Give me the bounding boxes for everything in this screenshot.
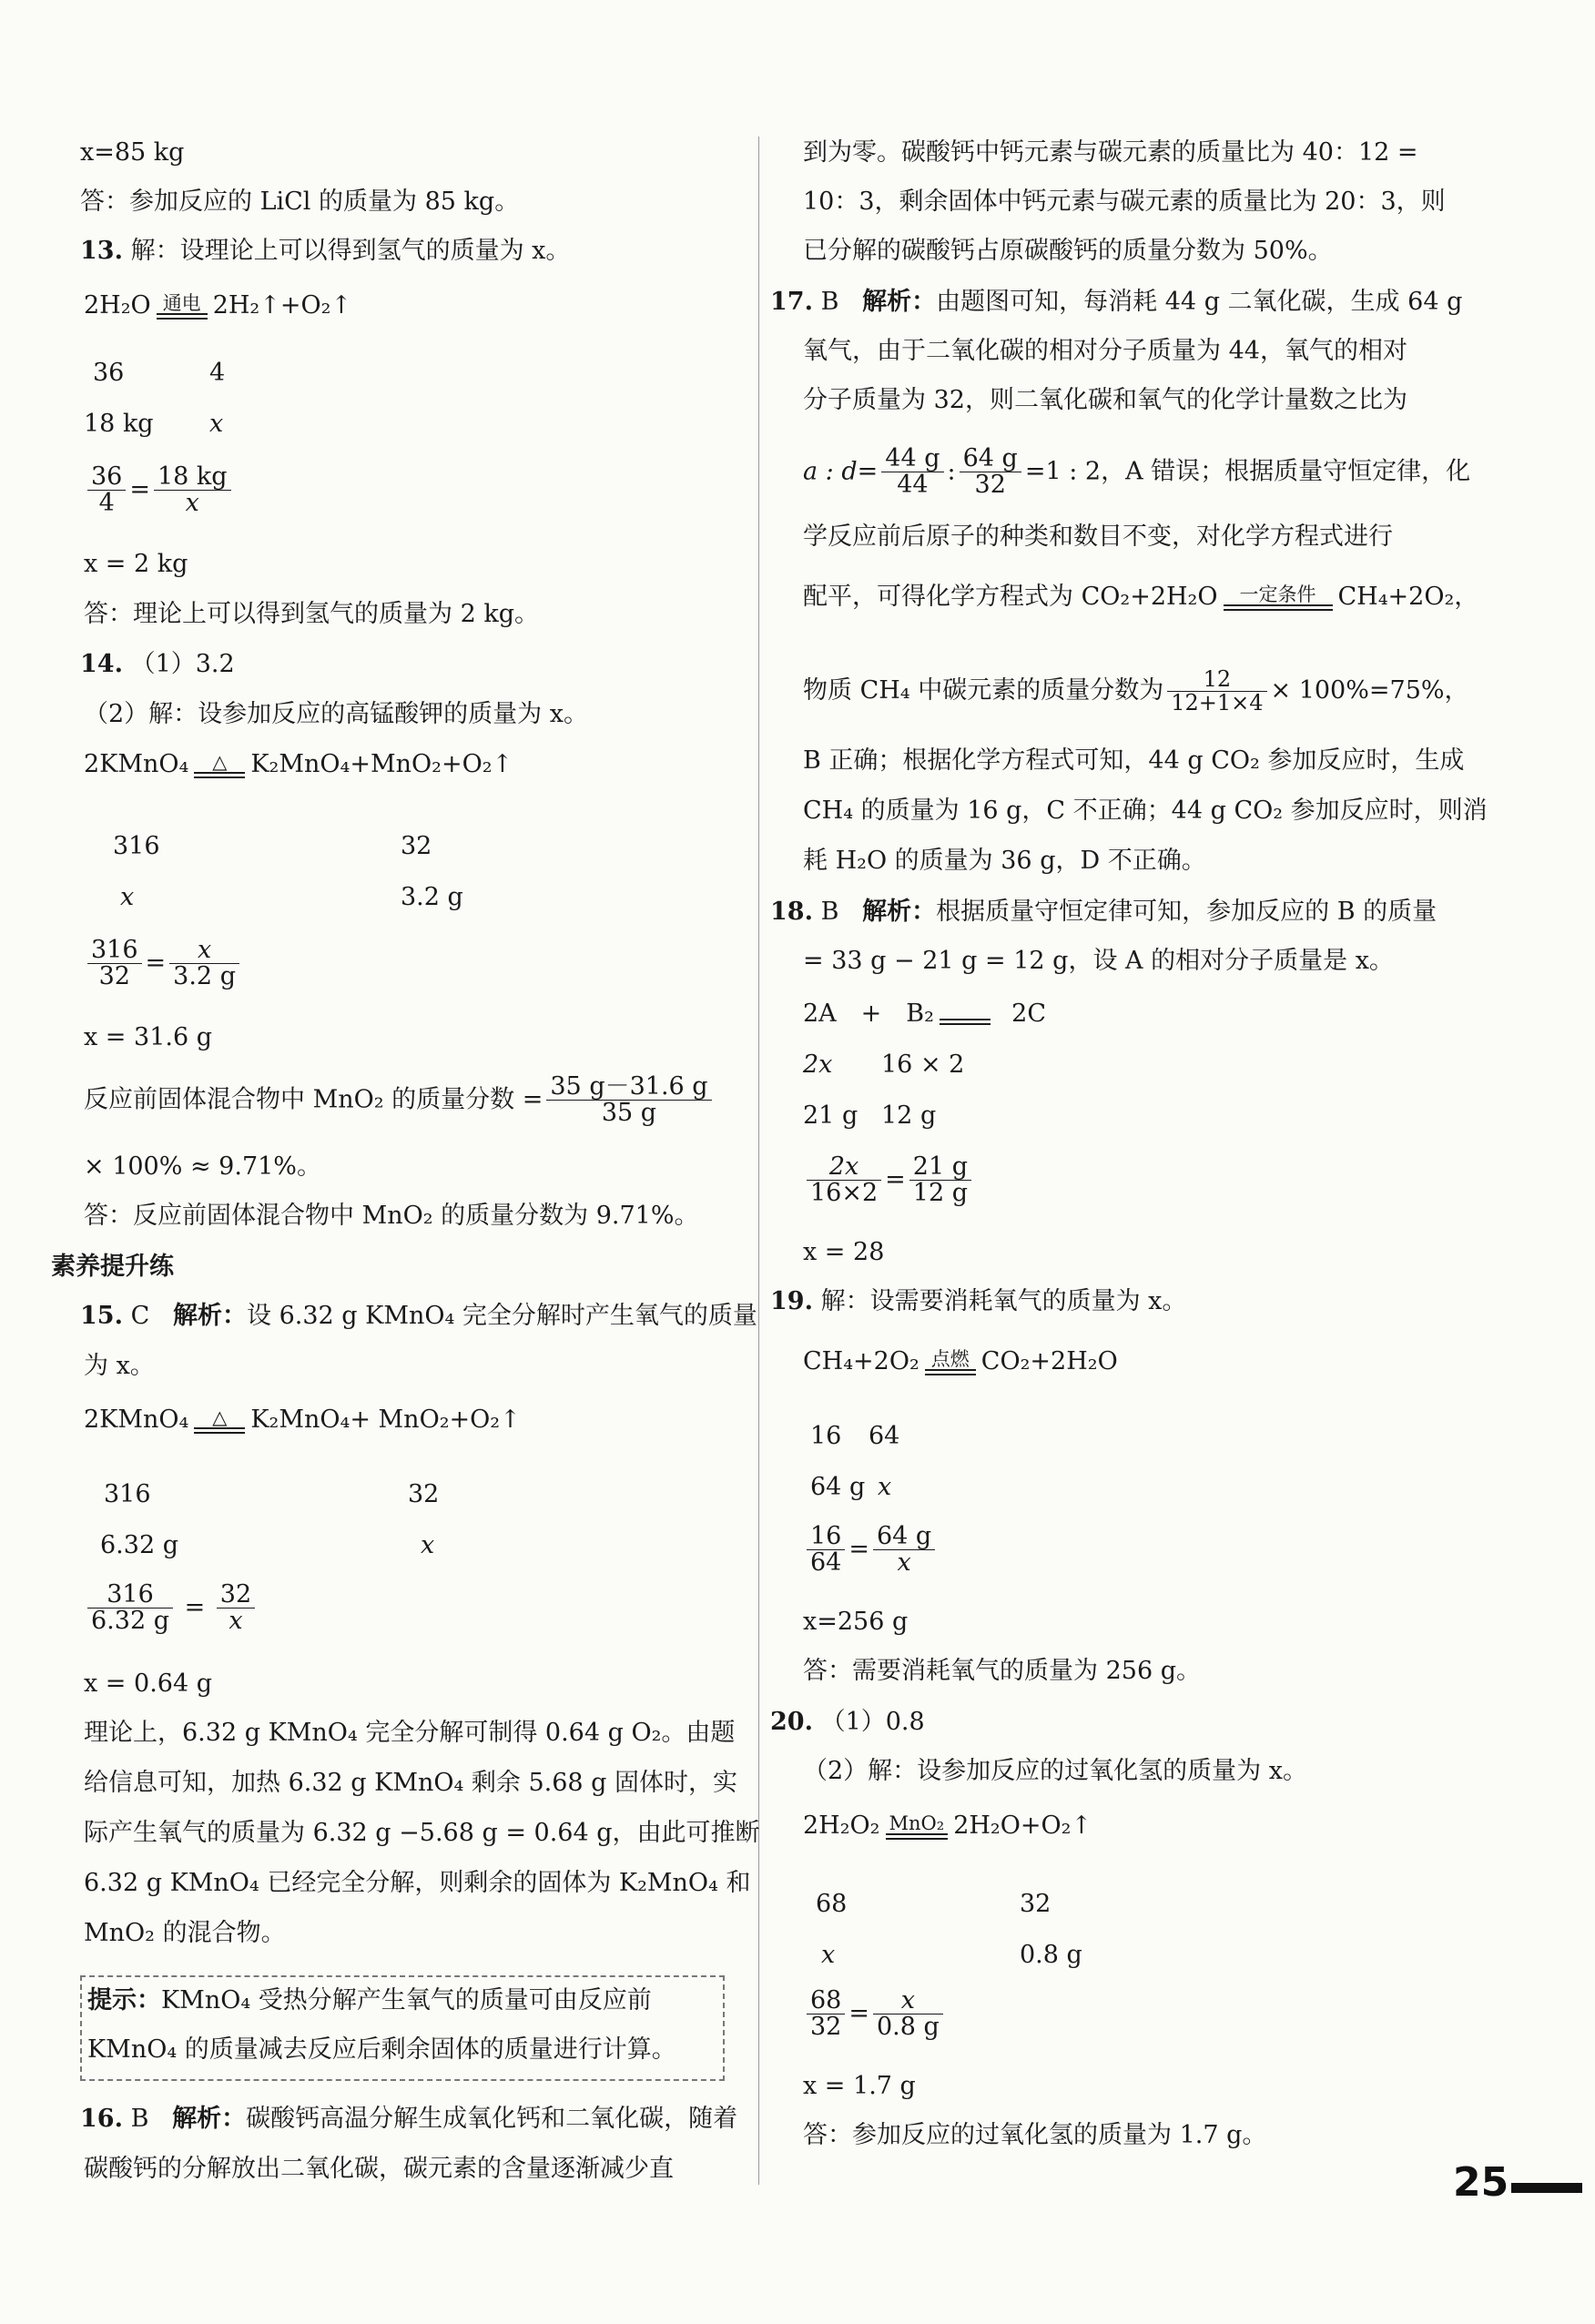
q20-number: 20. (770, 1708, 813, 1736)
q18-choice: B (820, 898, 839, 926)
reaction-arrow (886, 1813, 949, 1840)
ratio-value: 64 g (810, 1473, 866, 1501)
result-line: x=85 kg (80, 138, 185, 167)
reaction-condition: △ (212, 751, 228, 773)
paragraph-line: MnO₂ 的混合物。 (84, 1919, 286, 1947)
q14-part1 (80, 648, 235, 681)
fraction: $\frac{35 g-31.6 g}{35 g}$ (546, 1074, 711, 1127)
q14-number: 14. (80, 650, 123, 678)
q20-equation (803, 1810, 1092, 1842)
paragraph-line: 已分解的碳酸钙占原碳酸钙的质量分数为 50%。 (803, 237, 1333, 265)
column-divider (758, 137, 759, 2185)
fraction: $\frac{36}{4}$ (87, 464, 126, 517)
reaction-arrow (157, 293, 208, 320)
mass-fraction-text: 反应前固体混合物中 MnO₂ 的质量分数 = (84, 1085, 544, 1114)
result-line: x = 31.6 g (84, 1023, 212, 1051)
ratio-value: 21 g (803, 1101, 858, 1130)
equation-lhs: 2A + B₂ (803, 1000, 934, 1028)
analysis-label: 解析： (173, 1302, 247, 1330)
q17-number: 17. (770, 288, 813, 316)
ratio-value: 12 g (881, 1101, 937, 1130)
q16-intro (80, 2103, 737, 2136)
ratio-value: x (821, 1941, 836, 1969)
reaction-arrow (1224, 584, 1333, 611)
ratio-value: x (209, 410, 224, 438)
proportion: $\frac{2x}{16\times 2}$ = $\frac{21 g}{12 g}$ (803, 1154, 975, 1207)
mass-fraction-result: × 100% ≈ 9.71%。 (84, 1152, 321, 1181)
reaction-condition: 点燃 (930, 1348, 970, 1370)
analysis-label: 解析： (172, 2105, 247, 2133)
paragraph-line: 6.32 g KMnO₄ 已经完全分解，则剩余的固体为 K₂MnO₄ 和 (84, 1869, 751, 1897)
fraction: $\frac{32}{x}$ (217, 1582, 255, 1635)
q13-intro-text: 解：设理论上可以得到氢气的质量为 x。 (130, 237, 571, 265)
equation-lhs: 配平，可得化学方程式为 CO₂+2H₂O (803, 583, 1218, 611)
paragraph-line: 到为零。碳酸钙中钙元素与碳元素的质量比为 40：12 = (803, 138, 1418, 167)
page-number-bar (1511, 2183, 1582, 2193)
paragraph-line: 学反应前后原子的种类和数目不变，对化学方程式进行 (803, 523, 1393, 551)
ratio-value: 36 (93, 359, 125, 387)
analysis-label: 解析： (862, 898, 937, 926)
paragraph-line: 氧气，由于二氧化碳的相对分子质量为 44，氧气的相对 (803, 337, 1407, 365)
equation-rhs: 2H₂↑+O₂↑ (212, 291, 352, 320)
proportion: $\frac{316}{32}$ = $\frac{x}{3.2 g}$ (84, 938, 243, 990)
mass-fraction-text: 物质 CH₄ 中碳元素的质量分数为 (803, 676, 1164, 705)
mass-fraction-line (84, 1074, 716, 1127)
reaction-arrow (194, 1407, 245, 1434)
ratio-value: 68 (816, 1890, 848, 1918)
paragraph-line: 耗 H₂O 的质量为 36 g，D 不正确。 (803, 847, 1206, 875)
fraction: $\frac{16}{64}$ (807, 1524, 845, 1577)
paragraph-line: 10：3，剩余固体中钙元素与碳元素的质量比为 20：3，则 (803, 188, 1446, 216)
q17-text: 由题图可知，每消耗 44 g 二氧化碳，生成 64 g (936, 288, 1463, 316)
q16-text: 碳酸钙高温分解生成氧化钙和二氧化碳，随着 (246, 2105, 738, 2133)
ratio-value: 0.8 g (1020, 1941, 1082, 1969)
q17-intro (770, 286, 1462, 319)
q14-part2-intro: （2）解：设参加反应的高锰酸钾的质量为 x。 (84, 700, 588, 728)
paragraph-line: = 33 g − 21 g = 12 g，设 A 的相对分子质量是 x。 (803, 947, 1394, 975)
answer-line: 答：理论上可以得到氢气的质量为 2 kg。 (84, 600, 539, 628)
result-line: x = 0.64 g (84, 1669, 212, 1698)
tip-line: KMnO₄ 的质量减去反应后剩余固体的质量进行计算。 (87, 2035, 676, 2064)
reaction-condition: 一定条件 (1239, 584, 1316, 605)
reaction-arrow (194, 752, 245, 778)
proportion: $\frac{16}{64}$ = $\frac{64 g}{x}$ (803, 1524, 939, 1577)
equation-lhs: CH₄+2O₂ (803, 1347, 919, 1375)
reaction-arrow (940, 1019, 991, 1025)
reaction-condition: 通电 (162, 292, 201, 314)
paragraph-line: B 正确；根据化学方程式可知，44 g CO₂ 参加反应时，生成 (803, 746, 1465, 775)
ratio-value: 316 (113, 832, 160, 860)
reaction-arrow (925, 1349, 976, 1375)
q14-part1-text: （1）3.2 (130, 650, 235, 678)
q18-text: 根据质量守恒定律可知，参加反应的 B 的质量 (936, 898, 1438, 926)
equation-lhs: 2H₂O₂ (803, 1812, 880, 1840)
paragraph-line: CH₄ 的质量为 16 g，C 不正确；44 g CO₂ 参加反应时，则消 (803, 797, 1488, 825)
ratio-value: 6.32 g (100, 1531, 178, 1559)
equation-lhs: 2KMnO₄ (84, 1406, 189, 1434)
equation-rhs: K₂MnO₄+ MnO₂+O₂↑ (250, 1406, 521, 1434)
paragraph-line: 分子质量为 32，则二氧化碳和氧气的化学计量数之比为 (803, 386, 1407, 414)
q18-equation (803, 998, 1046, 1030)
paragraph-line: 际产生氧气的质量为 6.32 g −5.68 g = 0.64 g，由此可推断 (84, 1819, 760, 1847)
proportion: $\frac{316}{6.32 g}$ = $\frac{32}{x}$ (84, 1582, 259, 1635)
fraction: $\frac{44 g}{44}$ (881, 446, 943, 499)
ratio-lhs: a : d= (803, 457, 879, 486)
equation-lhs: 2H₂O (84, 291, 151, 320)
ratio-value: 32 (408, 1480, 440, 1508)
equation-lhs: 2KMnO₄ (84, 750, 189, 778)
ratio-value: 64 (869, 1422, 900, 1450)
result-line: x = 1.7 g (803, 2072, 916, 2100)
q15-number: 15. (80, 1302, 123, 1330)
analysis-label: 解析： (862, 288, 937, 316)
ratio-value: 316 (104, 1480, 151, 1508)
fraction: $\frac{12}{12+1\times 4}$ (1167, 668, 1266, 715)
ratio-line: a : d= $\frac{44 g}{44}$ : $\frac{64 g}{32}$ =1 : 2，A 错误；根据质量守恒定律，化 (803, 444, 1471, 500)
section-heading: 素养提升练 (51, 1253, 174, 1281)
ratio-value: 32 (1020, 1890, 1051, 1918)
tip-text: KMnO₄ 受热分解产生氧气的质量可由反应前 (161, 1986, 652, 2014)
ratio-value: x (120, 883, 135, 911)
reaction-condition: △ (212, 1406, 228, 1428)
fraction: $\frac{x}{0.8 g}$ (873, 1988, 943, 2041)
paragraph-line: 理论上，6.32 g KMnO₄ 完全分解可制得 0.64 g O₂。由题 (84, 1719, 736, 1747)
fraction: $\frac{64 g}{x}$ (873, 1524, 935, 1577)
q16-number: 16. (80, 2105, 123, 2133)
equation-rhs: CH₄+2O₂， (1337, 583, 1479, 611)
q15-intro-cont: 为 x。 (84, 1352, 155, 1380)
q20-part1 (770, 1706, 925, 1739)
paragraph-line: 给信息可知，加热 6.32 g KMnO₄ 剩余 5.68 g 固体时，实 (84, 1769, 738, 1797)
result-line: x = 28 (803, 1238, 885, 1266)
page-number: 25 (1453, 2159, 1509, 2206)
fraction: $\frac{x}{3.2 g}$ (169, 938, 239, 990)
ratio-value: 3.2 g (401, 883, 463, 911)
equation-rhs: 2C (1011, 1000, 1046, 1028)
ratio-value: 18 kg (84, 410, 154, 438)
q13-intro (80, 235, 570, 268)
fraction: $\frac{18 kg}{x}$ (154, 464, 231, 517)
q18-number: 18. (770, 898, 813, 926)
answer-line: 答：参加反应的 LiCl 的质量为 85 kg。 (80, 188, 520, 216)
q13-equation (84, 289, 351, 322)
q19-intro-text: 解：设需要消耗氧气的质量为 x。 (820, 1287, 1187, 1315)
q18-intro (770, 896, 1437, 929)
equation-rhs: K₂MnO₄+MnO₂+O₂↑ (250, 750, 513, 778)
tip-label: 提示： (87, 1986, 161, 2014)
reaction-condition: MnO₂ (889, 1812, 945, 1834)
proportion: $\frac{68}{32}$ = $\frac{x}{0.8 g}$ (803, 1988, 947, 2041)
ratio-value: 32 (401, 832, 432, 860)
ratio-value: 2x (803, 1050, 833, 1079)
q20-part2-intro: （2）解：设参加反应的过氧化氢的质量为 x。 (803, 1757, 1307, 1785)
mass-fraction-result: × 100%=75%， (1270, 676, 1469, 705)
q16-choice: B (130, 2105, 149, 2133)
q19-intro (770, 1285, 1186, 1318)
fraction: $\frac{316}{32}$ (87, 938, 142, 990)
fraction: $\frac{21 g}{12 g}$ (909, 1154, 971, 1207)
balanced-equation-line (803, 581, 1478, 614)
answer-line: 答：反应前固体混合物中 MnO₂ 的质量分数为 9.71%。 (84, 1202, 699, 1230)
ratio-value: x (878, 1473, 892, 1501)
q19-number: 19. (770, 1287, 813, 1315)
fraction: $\frac{64 g}{32}$ (960, 446, 1021, 499)
fraction: $\frac{316}{6.32 g}$ (87, 1582, 173, 1635)
q15-equation (84, 1404, 521, 1436)
equation-rhs: CO₂+2H₂O (980, 1347, 1118, 1375)
tip-line (87, 1984, 652, 2017)
fraction: $\frac{68}{32}$ (807, 1988, 845, 2041)
equation-rhs: 2H₂O+O₂↑ (953, 1812, 1092, 1840)
answer-line: 答：需要消耗氧气的质量为 256 g。 (803, 1657, 1201, 1685)
result-line: x=256 g (803, 1608, 909, 1636)
ratio-rhs: =1 : 2，A 错误；根据质量守恒定律，化 (1024, 457, 1471, 486)
ratio-value: 16 (810, 1422, 842, 1450)
q15-intro (80, 1300, 757, 1333)
q14-equation (84, 748, 513, 781)
ratio-value: 4 (209, 359, 226, 387)
q19-equation (803, 1345, 1118, 1378)
q17-choice: B (820, 288, 839, 316)
ratio-value: 16 × 2 (881, 1050, 965, 1079)
q15-intro-text: 设 6.32 g KMnO₄ 完全分解时产生氧气的质量 (247, 1302, 757, 1330)
mass-fraction-line (803, 668, 1469, 715)
proportion: $\frac{36}{4}$ = $\frac{18 kg}{x}$ (84, 464, 235, 517)
result-line: x = 2 kg (84, 550, 188, 578)
q13-number: 13. (80, 237, 123, 265)
paragraph-line: 碳酸钙的分解放出二氧化碳，碳元素的含量逐渐减少直 (84, 2155, 674, 2183)
q15-choice: C (130, 1302, 150, 1330)
fraction: $\frac{2x}{16\times 2}$ (807, 1154, 881, 1207)
ratio-value: x (421, 1531, 435, 1559)
answer-line: 答：参加反应的过氧化氢的质量为 1.7 g。 (803, 2121, 1267, 2149)
q20-part1-text: （1）0.8 (820, 1708, 925, 1736)
